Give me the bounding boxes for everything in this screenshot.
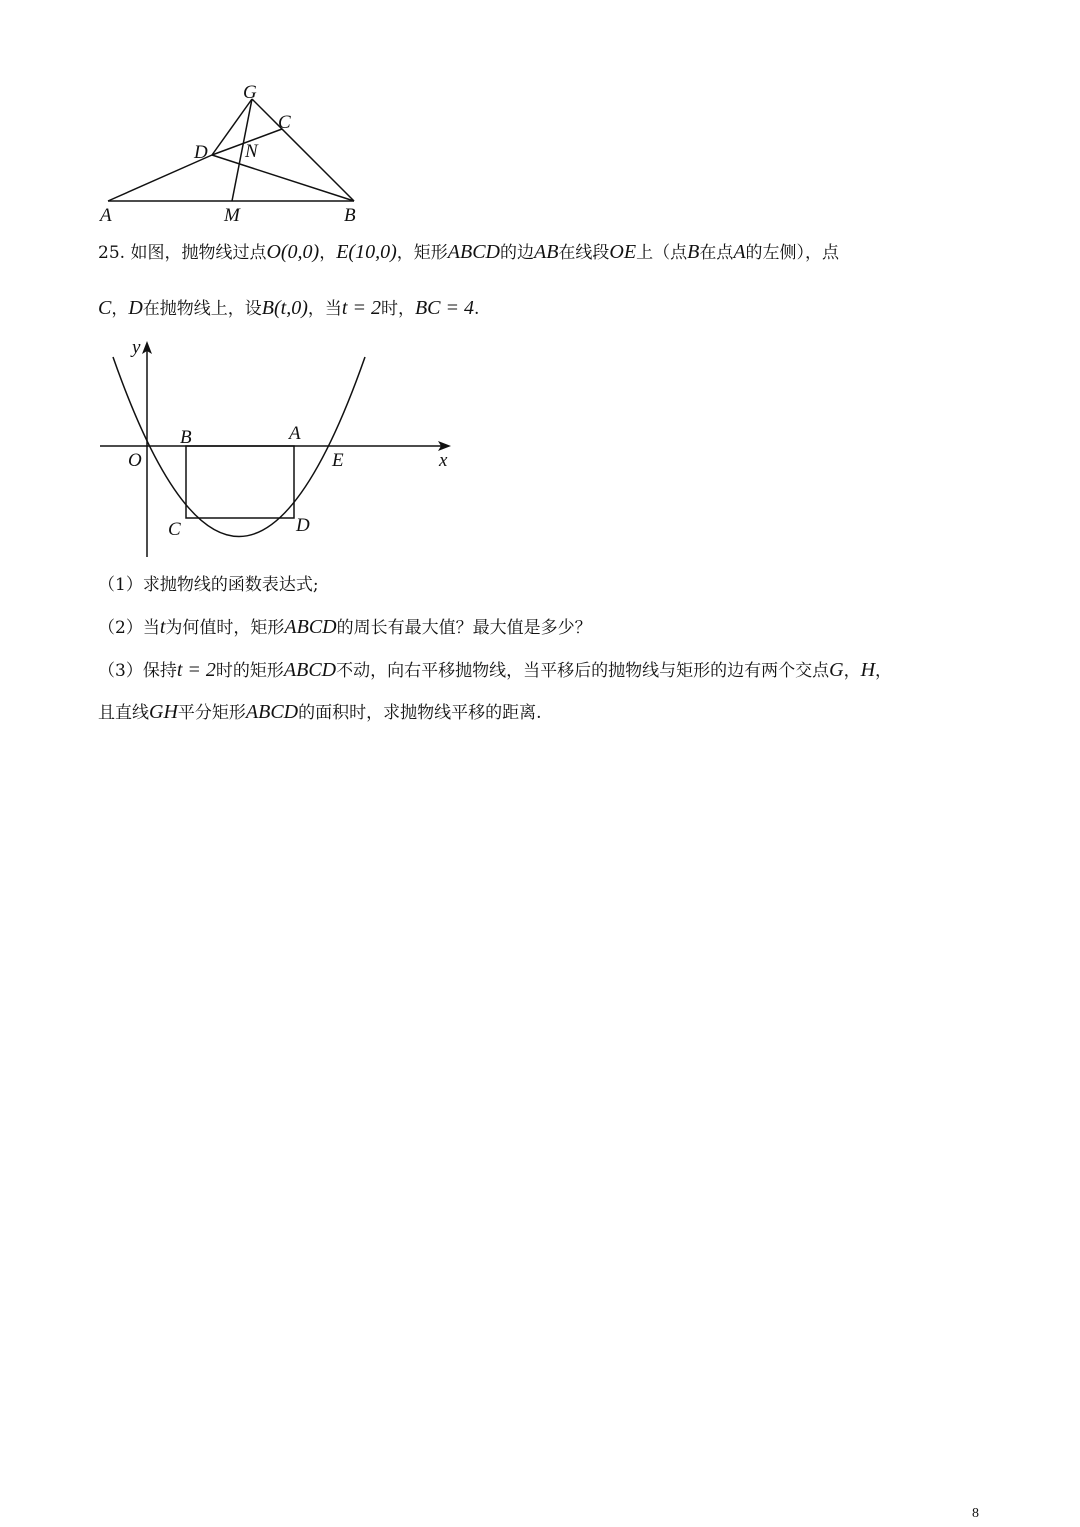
math-bc-eq-4: BC = 4 (414, 297, 475, 319)
label-o: O (128, 450, 142, 471)
math-c: C (98, 297, 112, 319)
math-point-e: E(10,0) (336, 241, 397, 263)
label-d: D (296, 515, 310, 536)
label-b: B (180, 427, 192, 448)
text-run: ， (319, 243, 337, 263)
parabola-diagram (95, 335, 465, 565)
label-y: y (132, 337, 141, 358)
triangle-diagram (95, 80, 375, 228)
parabola-figure (95, 335, 465, 565)
math-h: H (860, 659, 876, 681)
label-n: N (245, 141, 258, 162)
math-t: t (159, 616, 166, 638)
math-gh: GH (149, 701, 178, 723)
math-t-eq-2: t = 2 (341, 297, 381, 319)
label-x: x (439, 450, 448, 471)
label-a: A (100, 205, 112, 226)
problem-number: 25. (98, 243, 126, 263)
label-c: C (168, 519, 181, 540)
question-1 (98, 570, 319, 600)
text-run: 在线段 (558, 243, 610, 263)
text-run: ，当 (307, 299, 342, 319)
text-run: 为何值时，矩形 (165, 618, 285, 638)
text-run: . (474, 299, 480, 319)
label-m: M (224, 205, 240, 226)
text-run: （3）保持 (98, 661, 177, 681)
text-run: ， (875, 661, 893, 681)
text-run: 的左侧），点 (745, 243, 840, 263)
question-2 (98, 612, 592, 643)
text-run: 上（点 (636, 243, 688, 263)
math-rect-abcd: ABCD (245, 701, 299, 723)
math-t-eq-2: t = 2 (176, 659, 216, 681)
text-run: 的边 (499, 243, 534, 263)
text-run: ， (843, 661, 861, 681)
label-g: G (243, 82, 257, 103)
label-c: C (278, 112, 291, 133)
problem-line-2 (98, 293, 479, 324)
text-run: 的周长有最大值？最大值是多少？ (336, 618, 592, 638)
text-run: ， (111, 299, 129, 319)
text-run: ，矩形 (396, 243, 448, 263)
text-run: 的面积时，求抛物线平移的距离. (298, 703, 542, 723)
text-run: 在点 (699, 243, 734, 263)
problem-line-1 (98, 237, 839, 268)
math-point-o: O(0,0) (266, 241, 320, 263)
math-rect-abcd: ABCD (284, 616, 337, 638)
math-g: G (829, 659, 844, 681)
math-a: A (733, 241, 746, 263)
math-oe: OE (609, 241, 637, 263)
text-run: 不动，向右平移抛物线，当平移后的抛物线与矩形的边有两个交点 (336, 661, 830, 681)
text-run: （2）当 (98, 618, 160, 638)
label-a: A (289, 423, 301, 444)
question-3-line-2 (98, 697, 542, 728)
text-run: 且直线 (98, 703, 149, 723)
math-rect-abcd: ABCD (447, 241, 500, 263)
math-rect-abcd: ABCD (283, 659, 337, 681)
page-number: 8 (972, 1506, 979, 1521)
label-e: E (332, 450, 344, 471)
text-run: 在抛物线上，设 (142, 299, 262, 319)
text-run: 时的矩形 (215, 661, 284, 681)
math-ab: AB (533, 241, 559, 263)
text-run: （1）求抛物线的函数表达式; (98, 575, 319, 595)
triangle-figure (95, 80, 375, 228)
question-3-line-1 (98, 655, 892, 686)
label-b: B (344, 205, 356, 226)
segment-gb (252, 99, 354, 201)
text-run: 时， (380, 299, 415, 319)
math-point-b: B(t,0) (261, 297, 308, 319)
label-d: D (194, 142, 208, 163)
rectangle-abcd (186, 446, 294, 518)
math-b: B (687, 241, 700, 263)
math-d: D (128, 297, 143, 319)
text-run: 平分矩形 (177, 703, 246, 723)
text-run: 如图，抛物线过点 (130, 243, 267, 263)
